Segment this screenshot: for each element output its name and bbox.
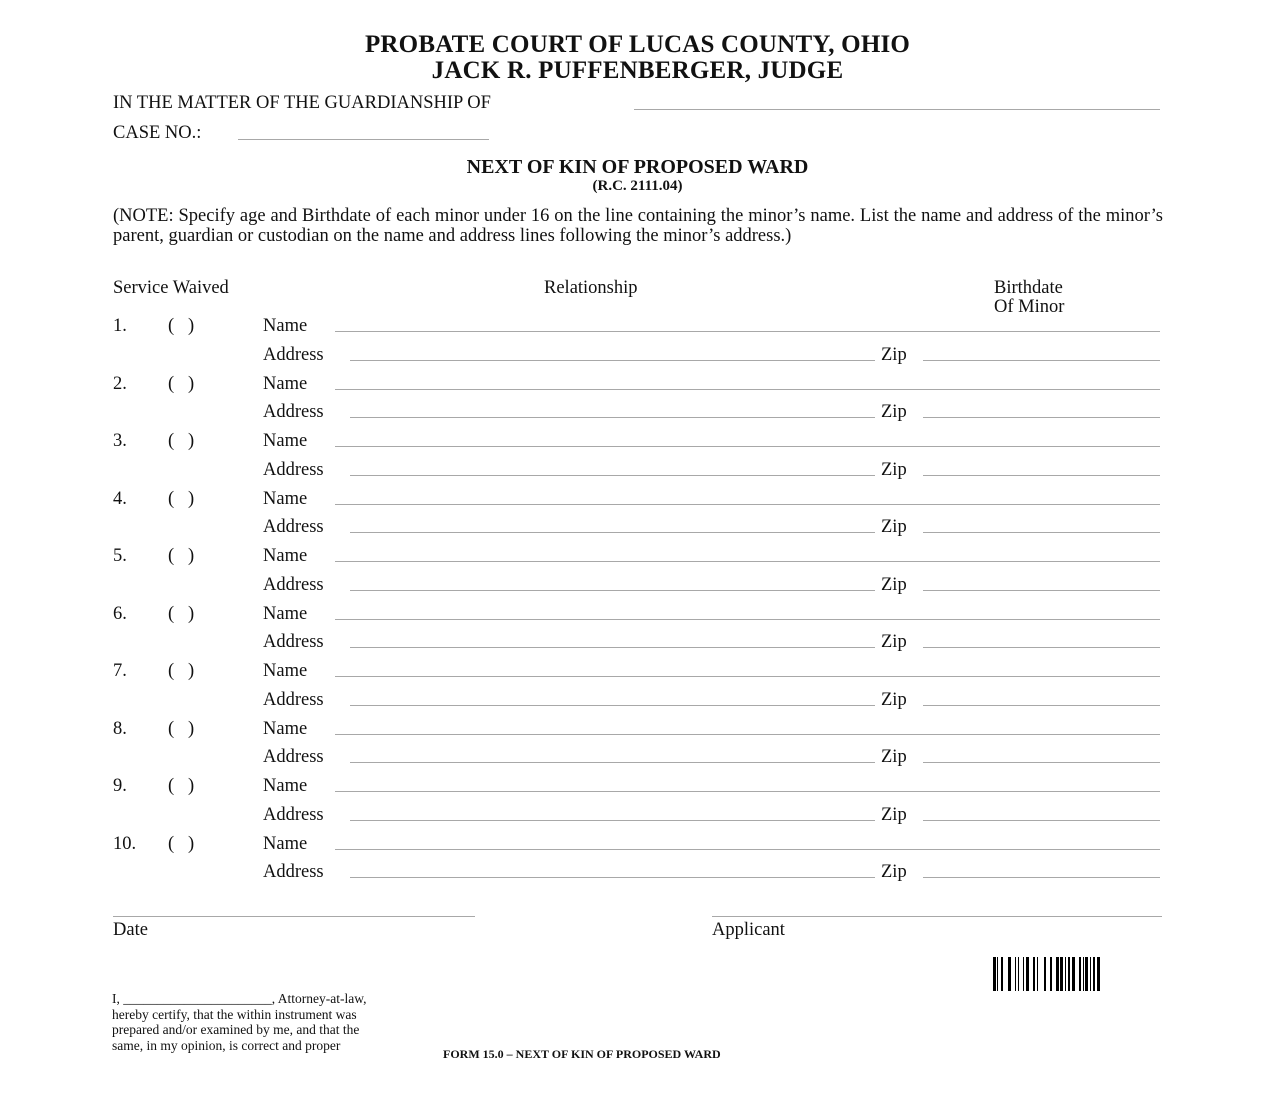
- name-input[interactable]: [335, 561, 1160, 562]
- instructions-note: (NOTE: Specify age and Birthdate of each minor under 16 on the line containing the minor’s name. List the name and address of the minor’s parent, guardian or custodian on the name and address lines following the minor’s address.): [113, 206, 1163, 246]
- name-label: Name: [263, 431, 308, 451]
- name-label: Name: [263, 661, 308, 681]
- service-waived-checkbox[interactable]: ( ): [168, 603, 195, 624]
- service-waived-checkbox[interactable]: ( ): [168, 316, 195, 336]
- name-input[interactable]: [335, 734, 1160, 735]
- barcode-image: [993, 957, 1163, 991]
- column-relationship: Relationship: [544, 278, 638, 298]
- service-waived-checkbox[interactable]: ( ): [168, 488, 195, 509]
- address-label: Address: [263, 459, 324, 480]
- name-input[interactable]: [335, 389, 1160, 390]
- guardianship-label: IN THE MATTER OF THE GUARDIANSHIP OF: [113, 93, 491, 113]
- zip-label: Zip: [881, 574, 907, 595]
- applicant-signature-line[interactable]: [712, 916, 1162, 917]
- zip-label: Zip: [881, 517, 907, 537]
- zip-input[interactable]: [923, 647, 1160, 648]
- name-input[interactable]: [335, 331, 1160, 332]
- name-label: Name: [263, 373, 308, 394]
- name-input[interactable]: [335, 791, 1160, 792]
- judge-title: JACK R. PUFFENBERGER, JUDGE: [431, 57, 844, 84]
- address-label: Address: [263, 517, 324, 537]
- service-waived-checkbox[interactable]: ( ): [168, 373, 195, 394]
- name-label: Name: [263, 718, 308, 739]
- name-input[interactable]: [335, 504, 1160, 505]
- column-birthdate: Birthdate: [994, 278, 1063, 298]
- row-number: 7.: [113, 661, 127, 681]
- court-title: PROBATE COURT OF LUCAS COUNTY, OHIO: [364, 31, 911, 58]
- address-input[interactable]: [350, 475, 875, 476]
- row-number: 9.: [113, 776, 127, 796]
- name-label: Name: [263, 776, 308, 796]
- service-waived-checkbox[interactable]: ( ): [168, 718, 195, 739]
- date-signature-line[interactable]: [113, 916, 475, 917]
- zip-input[interactable]: [923, 590, 1160, 591]
- name-label: Name: [263, 316, 308, 336]
- address-label: Address: [263, 402, 324, 422]
- zip-label: Zip: [881, 632, 907, 652]
- address-input[interactable]: [350, 762, 875, 763]
- row-number: 8.: [113, 718, 127, 739]
- zip-input[interactable]: [923, 877, 1160, 878]
- row-number: 1.: [113, 316, 127, 336]
- zip-label: Zip: [881, 344, 907, 365]
- row-number: 4.: [113, 488, 127, 509]
- zip-input[interactable]: [923, 705, 1160, 706]
- applicant-label: Applicant: [712, 920, 785, 940]
- service-waived-checkbox[interactable]: ( ): [168, 776, 195, 796]
- zip-label: Zip: [881, 804, 907, 825]
- name-label: Name: [263, 603, 308, 624]
- name-label: Name: [263, 546, 308, 566]
- statute-reference: (R.C. 2111.04): [592, 178, 683, 194]
- address-input[interactable]: [350, 532, 875, 533]
- address-input[interactable]: [350, 417, 875, 418]
- service-waived-checkbox[interactable]: ( ): [168, 661, 195, 681]
- form-footer-id: FORM 15.0 – NEXT OF KIN OF PROPOSED WARD: [443, 1047, 721, 1061]
- form-title: NEXT OF KIN OF PROPOSED WARD: [466, 156, 809, 178]
- zip-label: Zip: [881, 402, 907, 422]
- row-number: 10.: [113, 833, 137, 854]
- address-label: Address: [263, 574, 324, 595]
- service-waived-checkbox[interactable]: ( ): [168, 546, 195, 566]
- service-waived-checkbox[interactable]: ( ): [168, 833, 195, 854]
- service-waived-checkbox[interactable]: ( ): [168, 431, 195, 451]
- address-input[interactable]: [350, 647, 875, 648]
- attorney-line-4: same, in my opinion, is correct and proper: [112, 1037, 341, 1053]
- address-label: Address: [263, 632, 324, 652]
- address-label: Address: [263, 862, 324, 882]
- zip-label: Zip: [881, 862, 907, 882]
- date-label: Date: [113, 920, 148, 940]
- address-label: Address: [263, 804, 324, 825]
- zip-input[interactable]: [923, 417, 1160, 418]
- address-input[interactable]: [350, 820, 875, 821]
- name-input[interactable]: [335, 849, 1160, 850]
- address-label: Address: [263, 747, 324, 767]
- name-input[interactable]: [335, 619, 1160, 620]
- guardianship-input[interactable]: [634, 109, 1160, 110]
- address-label: Address: [263, 344, 324, 365]
- zip-input[interactable]: [923, 820, 1160, 821]
- name-label: Name: [263, 488, 308, 509]
- address-input[interactable]: [350, 877, 875, 878]
- address-input[interactable]: [350, 705, 875, 706]
- name-input[interactable]: [335, 676, 1160, 677]
- row-number: 2.: [113, 373, 127, 394]
- column-service-waived: Service Waived: [113, 278, 229, 298]
- zip-input[interactable]: [923, 532, 1160, 533]
- attorney-line-1: I, ______________________, Attorney-at-law,: [112, 991, 367, 1006]
- zip-input[interactable]: [923, 360, 1160, 361]
- zip-input[interactable]: [923, 762, 1160, 763]
- case-no-label: CASE NO.:: [113, 123, 202, 143]
- zip-label: Zip: [881, 459, 907, 480]
- address-input[interactable]: [350, 590, 875, 591]
- row-number: 3.: [113, 431, 127, 451]
- attorney-line-2: hereby certify, that the within instrument was: [112, 1006, 357, 1022]
- column-of-minor: Of Minor: [994, 297, 1065, 317]
- attorney-line-3: prepared and/or examined by me, and that the: [112, 1022, 360, 1037]
- address-label: Address: [263, 689, 324, 710]
- zip-label: Zip: [881, 747, 907, 767]
- row-number: 6.: [113, 603, 127, 624]
- case-no-input[interactable]: [238, 139, 489, 140]
- address-input[interactable]: [350, 360, 875, 361]
- zip-label: Zip: [881, 689, 907, 710]
- name-input[interactable]: [335, 446, 1160, 447]
- name-label: Name: [263, 833, 308, 854]
- attorney-certification: [112, 991, 462, 1053]
- zip-input[interactable]: [923, 475, 1160, 476]
- row-number: 5.: [113, 546, 127, 566]
